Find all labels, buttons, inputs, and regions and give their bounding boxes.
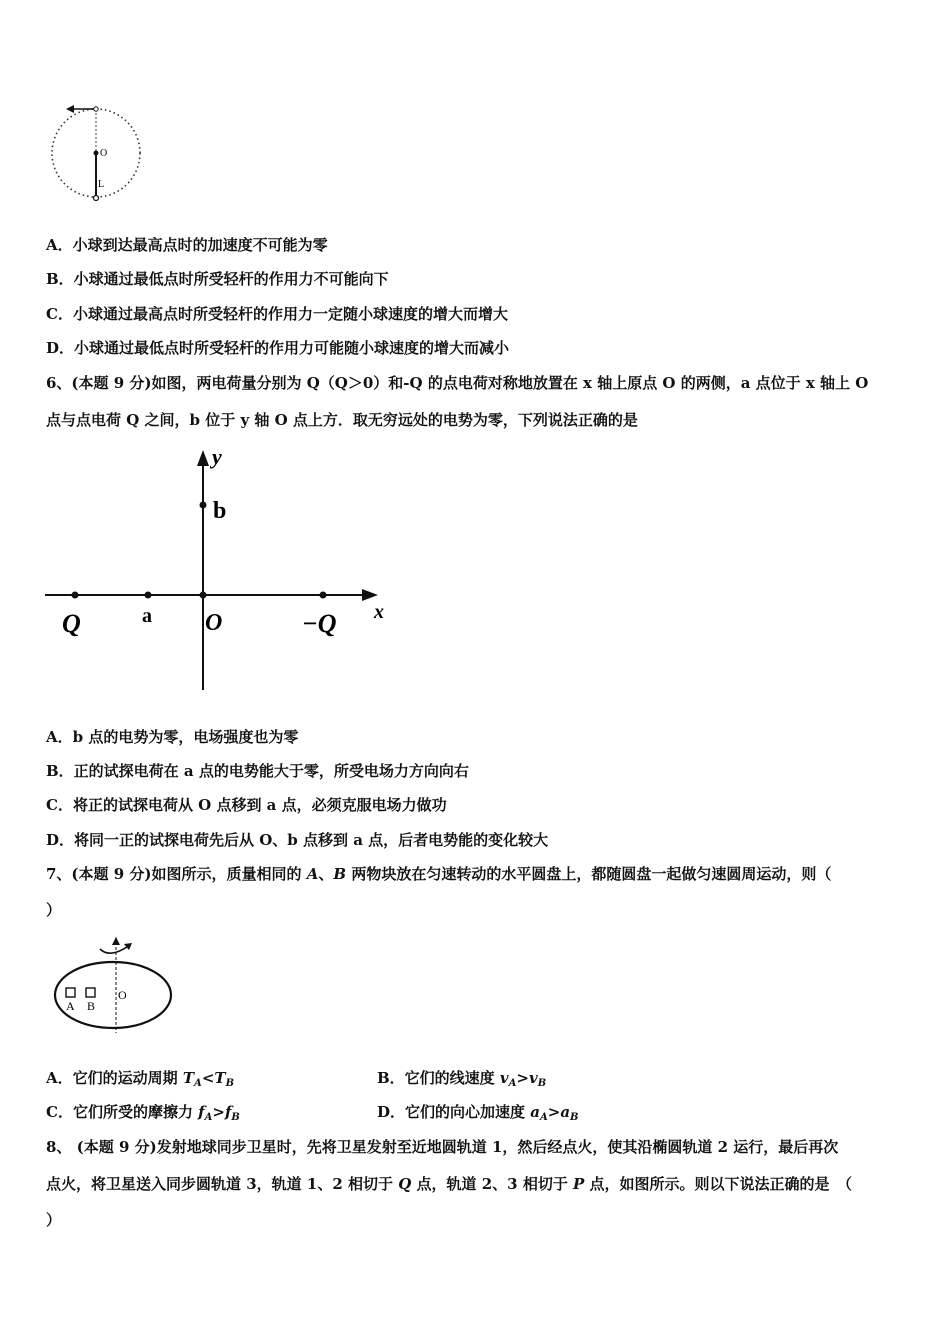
- q6-label-o: O: [205, 610, 223, 636]
- q7-option-a-var1: T: [182, 1069, 195, 1087]
- q8-line2-q: Q: [398, 1175, 412, 1193]
- q6-label-a: a: [142, 605, 152, 627]
- q7-option-b-sub1: A: [508, 1078, 517, 1089]
- q7-option-a-sub1: A: [194, 1078, 202, 1089]
- q5-center-dot: [94, 151, 99, 156]
- q6-x-arrow: [362, 589, 378, 601]
- q5-option-c: C．小球通过最高点时所受轻杆的作用力一定随小球速度的增大而增大: [46, 305, 508, 323]
- q6-stem-line2: 点与点电荷 Q 之间，b 位于 y 轴 O 点上方．取无穷远处的电势为零，下列说法正确的是: [46, 411, 638, 429]
- q6-label-q: Q: [62, 609, 81, 638]
- q7-option-c: [46, 1102, 240, 1128]
- q8-line2-c: 点，如图所示。则以下说法正确的是 （: [584, 1175, 853, 1193]
- q6-option-b: B．正的试探电荷在 a 点的电势能大于零，所受电场力方向向右: [46, 762, 469, 780]
- q5-circle-figure: [46, 100, 146, 205]
- q6-axes-figure: [40, 440, 400, 695]
- q7-option-a-var2: T: [214, 1069, 226, 1087]
- q8-line2-b: 点，轨道 2、3 相切于: [411, 1175, 574, 1193]
- q7-stem-b: B: [333, 865, 347, 883]
- q6-option-d: D．将同一正的试探电荷先后从 O、b 点移到 a 点，后者电势能的变化较大: [46, 831, 549, 849]
- q7-option-c-sub1: A: [204, 1112, 213, 1123]
- q7-option-a: [46, 1068, 234, 1094]
- q7-option-c-sub2: B: [231, 1112, 240, 1123]
- q6-label-x: x: [374, 601, 384, 623]
- q6-point-neg-q: [320, 592, 327, 599]
- q7-option-b-var1: v: [499, 1069, 509, 1087]
- q8-line2-a: 点火，将卫星送入同步圆轨道 3，轨道 1、2 相切于: [46, 1175, 399, 1193]
- q8-line2-p: P: [573, 1175, 585, 1193]
- q7-option-d-sub1: A: [539, 1112, 548, 1123]
- q8-stem-line1: 8、 (本题 9 分)发射地球同步卫星时，先将卫星发射至近地圆轨道 1，然后经点火，使其沿椭圆轨道 2 运行，最后再次: [46, 1138, 839, 1156]
- q7-option-d-var1: a: [530, 1103, 540, 1121]
- q7-option-b: [377, 1068, 546, 1094]
- q7-stem-a: A: [306, 865, 319, 883]
- q7-option-d: [377, 1102, 579, 1128]
- q5-option-b: B．小球通过最低点时所受轻杆的作用力不可能向下: [46, 270, 389, 288]
- q7-disk-figure: [50, 935, 180, 1035]
- q5-label-o: O: [100, 148, 108, 159]
- q7-label-a: A: [66, 999, 75, 1013]
- q7-label-b: B: [87, 999, 96, 1013]
- q7-block-a: [66, 988, 75, 997]
- q6-label-y: y: [212, 444, 222, 469]
- q5-label-l: L: [98, 179, 105, 190]
- q7-stem-post: 两物块放在匀速转动的水平圆盘上，都随圆盘一起做匀速圆周运动，则（: [346, 865, 832, 883]
- q5-option-a: A．小球到达最高点时的加速度不可能为零: [46, 236, 328, 254]
- q5-ball: [94, 196, 99, 201]
- q6-stem-line1: 6、(本题 9 分)如图，两电荷量分别为 Q（Q＞0）和-Q 的点电荷对称地放置在 x 轴上原点 O 的两侧，a 点位于 x 轴上 O: [46, 374, 869, 392]
- q7-option-c-var2: f: [224, 1103, 232, 1121]
- q7-top-arrow: [112, 937, 120, 945]
- q6-option-a: A．b 点的电势为零，电场强度也为零: [46, 728, 299, 746]
- q7-stem-sep: 、: [318, 865, 334, 883]
- q6-point-b: [200, 502, 207, 509]
- q7-option-b-sub2: B: [537, 1078, 547, 1089]
- q6-point-a: [145, 592, 152, 599]
- q7-label-o: O: [118, 988, 127, 1002]
- q8-stem-line3: ）: [46, 1211, 62, 1229]
- q7-option-c-var1: f: [198, 1103, 205, 1121]
- q6-label-b: b: [213, 498, 227, 524]
- q7-option-a-op: <: [201, 1069, 215, 1087]
- q6-point-q: [72, 592, 79, 599]
- q5-option-d: D．小球通过最低点时所受轻杆的作用力可能随小球速度的增大而减小: [46, 339, 510, 357]
- q7-option-c-text: C．它们所受的摩擦力: [46, 1103, 199, 1121]
- q7-option-d-op: >: [547, 1103, 561, 1121]
- q6-option-c: C．将正的试探电荷从 O 点移到 a 点，必须克服电场力做功: [46, 796, 447, 814]
- q5-arrow-head: [66, 105, 74, 113]
- q8-stem-line2: [46, 1174, 852, 1194]
- q7-option-b-var2: v: [528, 1069, 538, 1087]
- q7-option-b-text: B．它们的线速度: [377, 1069, 500, 1087]
- q7-rotation-arrow-icon: [100, 945, 130, 953]
- q7-option-d-sub2: B: [570, 1112, 579, 1123]
- q5-top-ball: [94, 107, 98, 111]
- q7-stem-pre: 7、(本题 9 分)如图所示，质量相同的: [46, 865, 307, 883]
- q7-option-b-op: >: [516, 1069, 529, 1087]
- q7-option-d-text: D．它们的向心加速度: [377, 1103, 531, 1121]
- q6-y-arrow: [197, 450, 209, 466]
- q7-option-c-op: >: [212, 1103, 225, 1121]
- q7-stem-line2: ）: [46, 901, 62, 919]
- q7-stem-line1: [46, 864, 831, 884]
- q7-block-b: [86, 988, 95, 997]
- q7-option-a-text: A．它们的运动周期: [46, 1069, 183, 1087]
- q6-label-neg-q: −Q: [302, 609, 337, 638]
- q7-option-d-var2: a: [560, 1103, 571, 1121]
- q6-point-o: [200, 592, 207, 599]
- q7-option-a-sub2: B: [225, 1078, 235, 1089]
- q7-disk: [55, 962, 171, 1028]
